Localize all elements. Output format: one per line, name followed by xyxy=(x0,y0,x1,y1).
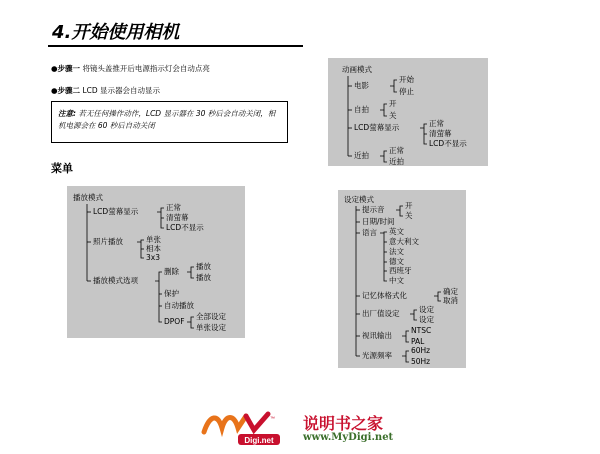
animation-lcd-clear: 清萤幕 xyxy=(429,129,452,138)
playback-mode-tree xyxy=(67,186,245,338)
bullet-icon: ● xyxy=(51,64,58,73)
footer-site-name: 说明书之家 xyxy=(303,414,384,433)
step-one-label: 步骤一 xyxy=(57,64,81,73)
animation-node-lcd: LCD萤幕显示 xyxy=(354,123,400,132)
setup-video-ntsc: NTSC xyxy=(411,326,432,335)
playback-option-dpof: DPOF xyxy=(164,317,185,326)
animation-selftimer-on: 开 xyxy=(389,99,397,108)
playback-delete-sub1: 播放 xyxy=(196,262,211,271)
setup-node-reset: 出厂值设定 xyxy=(362,309,400,318)
playback-lcd-off: LCD不显示 xyxy=(166,223,204,232)
playback-photo-grid: 3x3 xyxy=(146,253,160,262)
playback-photo-album: 相本 xyxy=(146,244,161,253)
setup-video-pal: PAL xyxy=(411,337,425,346)
setup-lang-chinese: 中文 xyxy=(389,276,404,285)
setup-node-video: 视讯输出 xyxy=(362,331,392,340)
playback-photo-single: 单张 xyxy=(146,235,161,244)
setup-beep-off: 关 xyxy=(405,211,413,220)
setup-frequency-50: 50Hz xyxy=(411,357,431,366)
setup-lang-german: 德文 xyxy=(389,257,404,266)
step-one xyxy=(51,63,210,74)
setup-root: 设定模式 xyxy=(344,195,374,204)
animation-node-selftimer: 自拍 xyxy=(354,105,369,114)
animation-macro-close: 近拍 xyxy=(389,157,404,166)
playback-node-options: 播放模式选项 xyxy=(93,276,138,285)
playback-mode-panel xyxy=(67,186,245,338)
setup-node-format: 记忆体格式化 xyxy=(362,291,407,300)
setup-node-frequency: 光源频率 xyxy=(362,351,392,360)
animation-movie-start: 开始 xyxy=(399,75,414,84)
setup-reset-sub2: 设定 xyxy=(419,315,434,324)
setup-reset-sub1: 设定 xyxy=(419,305,434,314)
title-underline xyxy=(48,45,303,47)
playback-option-protect: 保护 xyxy=(164,289,179,298)
note-label: 注意: xyxy=(58,109,76,118)
playback-dpof-all: 全部设定 xyxy=(196,312,226,321)
footer-url: www.MyDigi.net xyxy=(303,432,394,443)
playback-option-delete: 删除 xyxy=(164,267,179,276)
step-one-text: 将镜头盖推开后电源指示灯会自动点亮 xyxy=(82,64,210,73)
note-box xyxy=(51,101,288,143)
step-two-text: LCD 显示器会自动显示 xyxy=(82,86,161,95)
setup-node-beep: 提示音 xyxy=(362,205,385,214)
animation-lcd-off: LCD不显示 xyxy=(429,139,467,148)
setup-format-confirm: 确定 xyxy=(443,287,458,296)
playback-option-autoplay: 自动播放 xyxy=(164,301,194,310)
setup-lang-spanish: 西班牙 xyxy=(389,266,412,275)
setup-mode-panel xyxy=(338,190,466,368)
setup-frequency-60: 60Hz xyxy=(411,346,431,355)
setup-mode-tree xyxy=(338,190,466,368)
svg-text:™: ™ xyxy=(270,416,275,422)
setup-node-language: 语言 xyxy=(362,228,377,237)
playback-node-lcd: LCD萤幕显示 xyxy=(93,207,139,216)
setup-lang-italian: 意大利文 xyxy=(389,237,419,246)
logo-subtext: Digi.net xyxy=(244,436,274,445)
animation-macro-normal: 正常 xyxy=(389,146,404,155)
setup-beep-on: 开 xyxy=(405,201,413,210)
playback-lcd-normal: 正常 xyxy=(166,203,181,212)
playback-node-photo: 照片播放 xyxy=(93,237,123,246)
animation-selftimer-off: 关 xyxy=(389,111,397,120)
step-two xyxy=(51,85,160,96)
setup-format-cancel: 取消 xyxy=(443,296,458,305)
setup-lang-french: 法文 xyxy=(389,247,404,256)
menu-heading: 菜单 xyxy=(51,162,73,175)
animation-root: 动画模式 xyxy=(342,65,372,74)
playback-delete-sub2: 播放 xyxy=(196,273,211,282)
page-title: 4.开始使用相机 xyxy=(52,22,180,43)
step-two-label: 步骤二 xyxy=(57,86,81,95)
animation-lcd-normal: 正常 xyxy=(429,119,444,128)
playback-dpof-single: 单张设定 xyxy=(196,323,226,332)
animation-movie-stop: 停止 xyxy=(399,87,414,96)
animation-node-movie: 电影 xyxy=(354,81,369,90)
playback-lcd-clear: 清萤幕 xyxy=(166,213,189,222)
playback-root: 播放模式 xyxy=(73,193,103,202)
note-text: 若无任何操作动作，LCD 显示器在 30 秒后会自动关闭，相机电源会在 60 秒后自动关闭 xyxy=(58,109,276,130)
setup-node-datetime: 日期/时间 xyxy=(362,217,395,226)
bullet-icon: ● xyxy=(51,86,58,95)
animation-mode-tree xyxy=(328,58,488,166)
mydigi-logo-icon xyxy=(200,410,300,446)
animation-node-macro: 近拍 xyxy=(354,151,369,160)
setup-lang-english: 英文 xyxy=(389,227,404,236)
animation-mode-panel xyxy=(328,58,488,166)
